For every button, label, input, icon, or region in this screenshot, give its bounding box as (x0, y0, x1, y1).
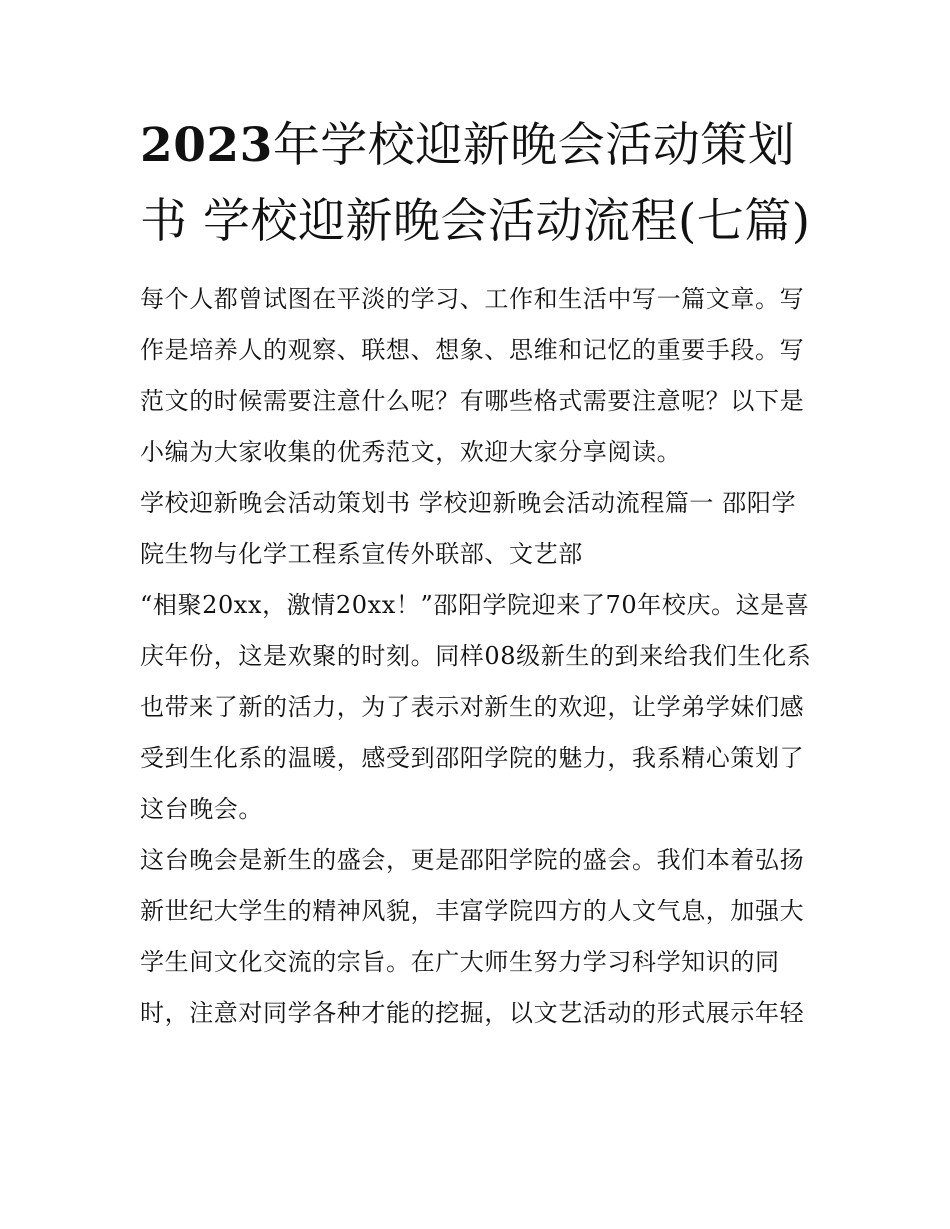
document-title (140, 108, 815, 260)
document-page (140, 108, 815, 1039)
paragraph-background: “相聚20xx，激情20xx！”邵阳学院迎来了70年校庆。这是喜庆年份，这是欢聚的时刻。同样08级新生的到来给我们生化系也带来了新的活力，为了表示对新生的欢迎，让学弟学妹们感受到生化系的温暖，感受到邵阳学院的魅力，我系精心策划了这台晚会。 (140, 591, 812, 823)
paragraph-section-heading: 学校迎新晚会活动策划书 学校迎新晚会活动流程篇一 邵阳学院生物与化学工程系宣传外联部、文艺部 (140, 489, 797, 568)
title-year: 2023 (140, 118, 273, 173)
paragraph-intro: 每个人都曾试图在平淡的学习、工作和生活中写一篇文章。写作是培养人的观察、联想、想象、思维和记忆的重要手段。写范文的时候需要注意什么呢？有哪些格式需要注意呢？以下是小编为大家收集的优秀范文，欢迎大家分享阅读。 (140, 285, 805, 466)
title-text: 年学校迎新晚会活动策划书 学校迎新晚会活动流程(七篇) (140, 118, 811, 249)
paragraph-purpose: 这台晚会是新生的盛会，更是邵阳学院的盛会。我们本着弘扬新世纪大学生的精神风貌，丰富学院四方的人文气息，加强大学生间文化交流的宗旨。在广大师生努力学习科学知识的同时，注意对同学各种才能的挖掘，以文艺活动的形式展示年轻 (140, 846, 805, 1027)
document-body (140, 274, 815, 1039)
